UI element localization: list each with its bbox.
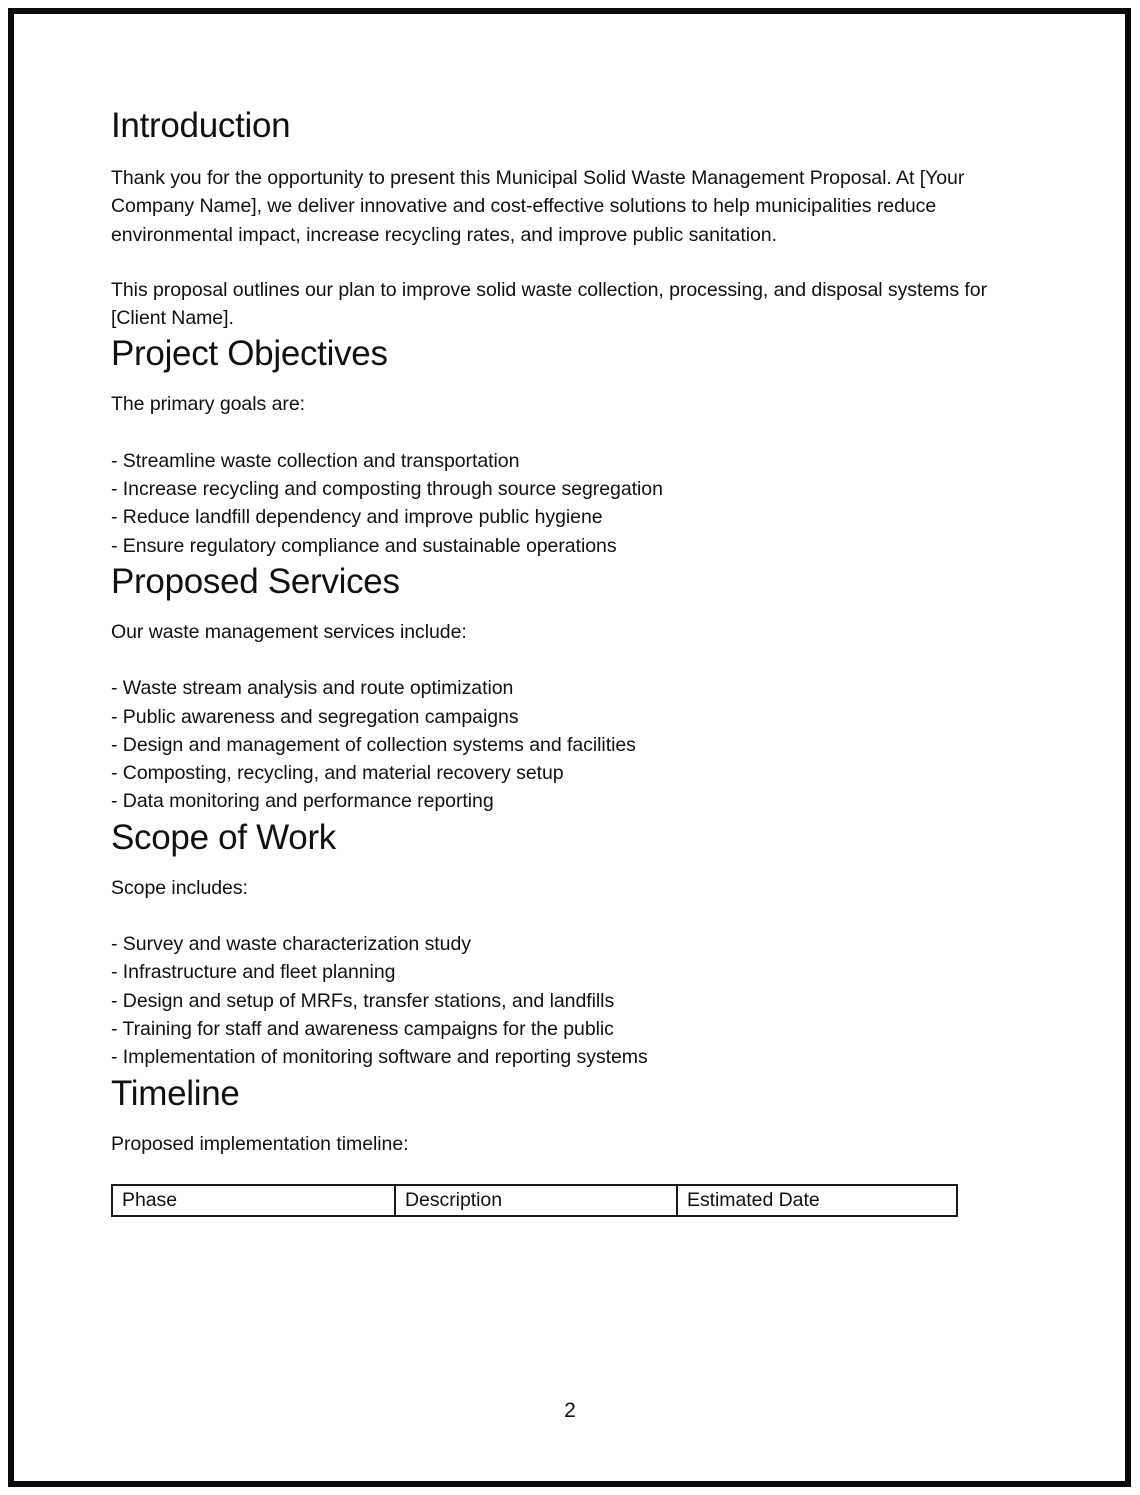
list-item: - Survey and waste characterization study xyxy=(111,933,471,956)
section-timeline xyxy=(111,1072,1021,1217)
section-scope-of-work xyxy=(111,816,1021,1072)
heading-scope-of-work: Scope of Work xyxy=(111,817,337,857)
proposed-services-list xyxy=(111,674,1021,815)
list-item: - Waste stream analysis and route optimization xyxy=(111,677,514,700)
project-objectives-list xyxy=(111,447,1021,560)
table-header-row xyxy=(112,1185,957,1216)
list-item: - Design and setup of MRFs, transfer stations, and landfills xyxy=(111,989,615,1012)
list-item: - Increase recycling and composting through source segregation xyxy=(111,478,663,501)
list-item: - Data monitoring and performance reporting xyxy=(111,790,494,813)
list-item: - Streamline waste collection and transportation xyxy=(111,449,520,472)
heading-timeline: Timeline xyxy=(111,1073,240,1113)
list-item: - Composting, recycling, and material recovery setup xyxy=(111,762,564,785)
introduction-paragraph-2: This proposal outlines our plan to improve solid waste collection, processing, and disposal systems for [Client Name]. xyxy=(111,278,988,330)
project-objectives-intro: The primary goals are: xyxy=(111,393,305,416)
table-header-description: Description xyxy=(395,1185,677,1216)
timeline-table xyxy=(111,1184,958,1217)
list-item: - Implementation of monitoring software and reporting systems xyxy=(111,1046,648,1069)
list-item: - Infrastructure and fleet planning xyxy=(111,961,396,984)
list-item: - Training for staff and awareness campaigns for the public xyxy=(111,1017,614,1040)
table-header-phase: Phase xyxy=(112,1185,395,1216)
heading-introduction: Introduction xyxy=(111,106,291,145)
list-item: - Design and management of collection systems and facilities xyxy=(111,733,636,756)
section-introduction xyxy=(111,104,1021,332)
section-project-objectives xyxy=(111,332,1021,559)
heading-proposed-services: Proposed Services xyxy=(111,561,400,601)
list-item: - Public awareness and segregation campaigns xyxy=(111,705,519,728)
list-item: - Ensure regulatory compliance and sustainable operations xyxy=(111,534,617,557)
proposed-services-intro: Our waste management services include: xyxy=(111,620,467,643)
table-header-estimated-date: Estimated Date xyxy=(677,1185,957,1216)
heading-project-objectives: Project Objectives xyxy=(111,334,388,374)
introduction-paragraph-1: Thank you for the opportunity to present this Municipal Solid Waste Management Proposal. At [Your Company Name], we deliver innovative and cost-effective solutions to help municipalities reduce environmental impact, increase recycling rates, and improve public sanitation. xyxy=(111,167,965,246)
scope-of-work-intro: Scope includes: xyxy=(111,876,248,899)
section-proposed-services xyxy=(111,560,1021,816)
timeline-intro: Proposed implementation timeline: xyxy=(111,1132,409,1155)
page-number: 2 xyxy=(564,1399,576,1422)
document-body xyxy=(111,104,1021,1217)
scope-of-work-list xyxy=(111,930,1021,1071)
list-item: - Reduce landfill dependency and improve public hygiene xyxy=(111,506,603,529)
